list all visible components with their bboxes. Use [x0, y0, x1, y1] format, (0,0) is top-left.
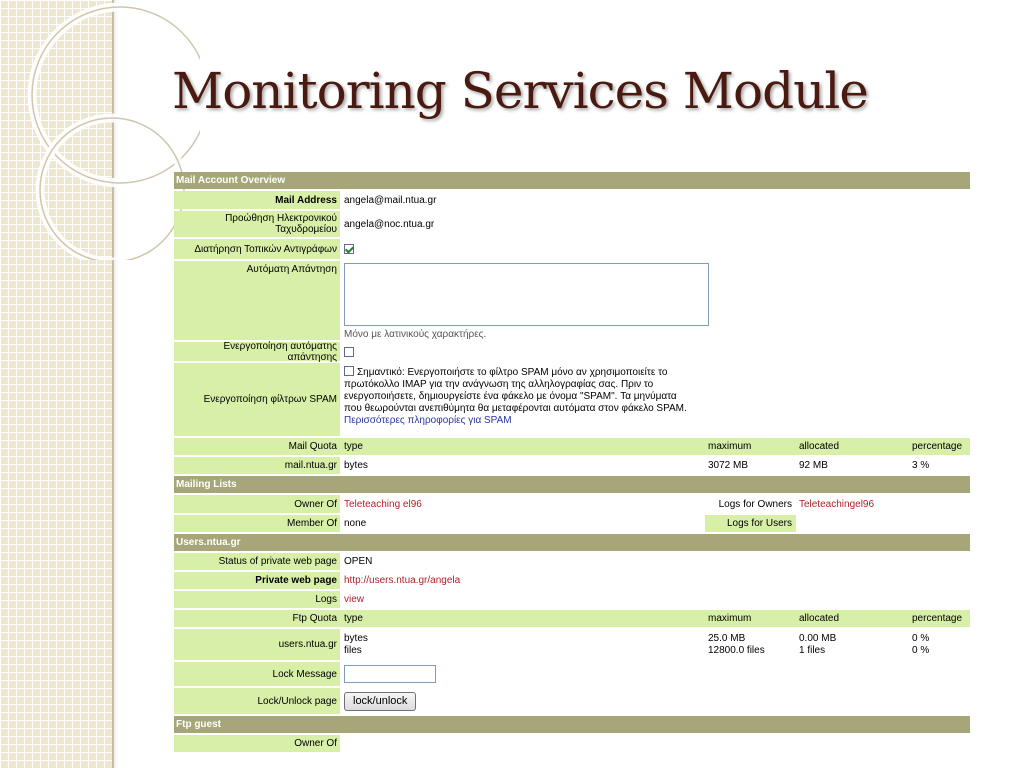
member-of-value: none: [344, 518, 367, 529]
quota-type: bytes: [344, 460, 368, 471]
owner-of-label: Owner Of: [174, 495, 340, 513]
ftp-quota-max-bytes: 25.0 MB: [708, 632, 746, 644]
section-header-users: [174, 534, 970, 551]
private-page-label: Private web page: [174, 572, 340, 589]
lock-page-label: Lock/Unlock page: [174, 688, 340, 714]
section-title: Mailing Lists: [176, 479, 237, 490]
ftp-quota-header-percentage: percentage: [912, 613, 963, 624]
ftp-quota-pct-bytes: 0 %: [912, 632, 930, 644]
lock-message-row: [174, 662, 970, 686]
status-row: [174, 553, 970, 570]
section-header-mailing-lists: [174, 476, 970, 493]
slide-title: Monitoring Services Module: [172, 62, 868, 120]
mail-account-screenshot: [174, 172, 970, 768]
keep-copies-checkbox[interactable]: [344, 244, 354, 254]
status-label: Status of private web page: [174, 553, 340, 570]
ftp-quota-header-type: type: [344, 613, 363, 624]
lock-page-row: [174, 688, 970, 714]
logs-users-label: Logs for Users: [705, 515, 796, 532]
enable-auto-reply-label: Ενεργοποίηση αυτόματης απάντησης: [174, 342, 340, 361]
enable-auto-reply-row: [174, 342, 970, 361]
spam-info-link[interactable]: Περισσότερες πληροφορίες για SPAM: [344, 415, 512, 426]
auto-reply-hint: Μόνο με λατινικούς χαρακτήρες.: [344, 329, 487, 340]
spam-label: Ενεργοποίηση φίλτρων SPAM: [174, 363, 340, 436]
quota-percentage: 3 %: [912, 460, 930, 471]
auto-reply-row: [174, 261, 970, 340]
section-title: Ftp guest: [176, 719, 221, 730]
ftp-quota-header-allocated: allocated: [799, 613, 840, 624]
decorative-circles: [0, 0, 200, 260]
forward-row: [174, 211, 970, 237]
section-header-ftp-guest: [174, 716, 970, 733]
logs-row: [174, 591, 970, 608]
private-page-link[interactable]: http://users.ntua.gr/angela: [344, 575, 461, 586]
logs-owners-label: Logs for Owners: [718, 498, 792, 510]
ftp-quota-label: Ftp Quota: [174, 610, 340, 627]
quota-maximum: 3072 MB: [708, 460, 749, 471]
keep-copies-label: Διατήρηση Τοπικών Αντιγράφων: [174, 239, 340, 259]
quota-header-allocated: allocated: [799, 441, 840, 452]
mail-address-row: [174, 191, 970, 209]
ftp-quota-allocated-files: 1 files: [799, 644, 826, 656]
forward-label: Προώθηση Ηλεκτρονικού Ταχυδρομείου: [174, 211, 340, 237]
ftp-quota-type-bytes: bytes: [344, 632, 368, 644]
auto-reply-label: Αυτόματη Απάντηση: [174, 261, 340, 340]
logs-label: Logs: [174, 591, 340, 608]
forward-value: angela@noc.ntua.gr: [344, 218, 435, 230]
status-value: OPEN: [344, 556, 373, 567]
ftp-owner-row: [174, 735, 970, 752]
keep-copies-row: [174, 239, 970, 259]
quota-header-percentage: percentage: [912, 441, 963, 452]
private-page-row: [174, 572, 970, 589]
ftp-quota-header-maximum: maximum: [708, 613, 752, 624]
quota-allocated: 92 MB: [799, 460, 828, 471]
section-title: Mail Account Overview: [176, 175, 286, 186]
lock-message-label: Lock Message: [174, 662, 340, 686]
ftp-quota-header-row: [174, 610, 970, 627]
section-title: Users.ntua.gr: [176, 537, 241, 548]
mail-address-label: Mail Address: [174, 191, 340, 209]
mail-quota-label: Mail Quota: [174, 438, 340, 455]
owner-of-link[interactable]: Teleteaching el96: [344, 498, 422, 510]
ftp-quota-row-label: users.ntua.gr: [174, 629, 340, 660]
owner-of-row: [174, 495, 970, 513]
ftp-owner-label: Owner Of: [174, 735, 340, 752]
mail-quota-header-row: [174, 438, 970, 455]
ftp-quota-type-files: files: [344, 644, 362, 656]
enable-auto-reply-checkbox[interactable]: [344, 347, 354, 357]
lock-unlock-button[interactable]: lock/unlock: [344, 692, 416, 711]
spam-checkbox[interactable]: [344, 366, 354, 376]
logs-owners-link[interactable]: Teleteachingel96: [799, 498, 875, 510]
ftp-quota-row: [174, 629, 970, 660]
spam-row: [174, 363, 970, 436]
mail-address-value: angela@mail.ntua.gr: [344, 194, 437, 206]
member-of-row: [174, 515, 970, 532]
quota-header-type: type: [344, 441, 363, 452]
member-of-label: Member Of: [174, 515, 340, 532]
logs-view-link[interactable]: view: [344, 594, 365, 605]
ftp-quota-pct-files: 0 %: [912, 644, 930, 656]
spam-note: Σημαντικό: Ενεργοποιήστε το φίλτρο SPAM μόνο αν χρησιμοποιείτε το πρωτόκολλο IMAP για την ανάγνωση της αλληλογραφίας σας. Πριν το ενεργοποιήσετε, δημιουργείστε ένα φάκελο με όνομα "SPAM". Τα μηνύματα που θεωρούνται ανεπιθύμητα θα μεταφέρονται αυτόματα στον φάκελο SPAM.: [344, 367, 687, 414]
ftp-quota-allocated-bytes: 0.00 MB: [799, 632, 837, 644]
mail-quota-row-label: mail.ntua.gr: [174, 457, 340, 474]
lock-message-input[interactable]: [344, 665, 436, 683]
quota-header-maximum: maximum: [708, 441, 752, 452]
mail-quota-row: [174, 457, 970, 474]
section-header-mail-account: [174, 172, 970, 189]
auto-reply-textarea[interactable]: [344, 263, 709, 326]
ftp-quota-max-files: 12800.0 files: [708, 644, 765, 656]
